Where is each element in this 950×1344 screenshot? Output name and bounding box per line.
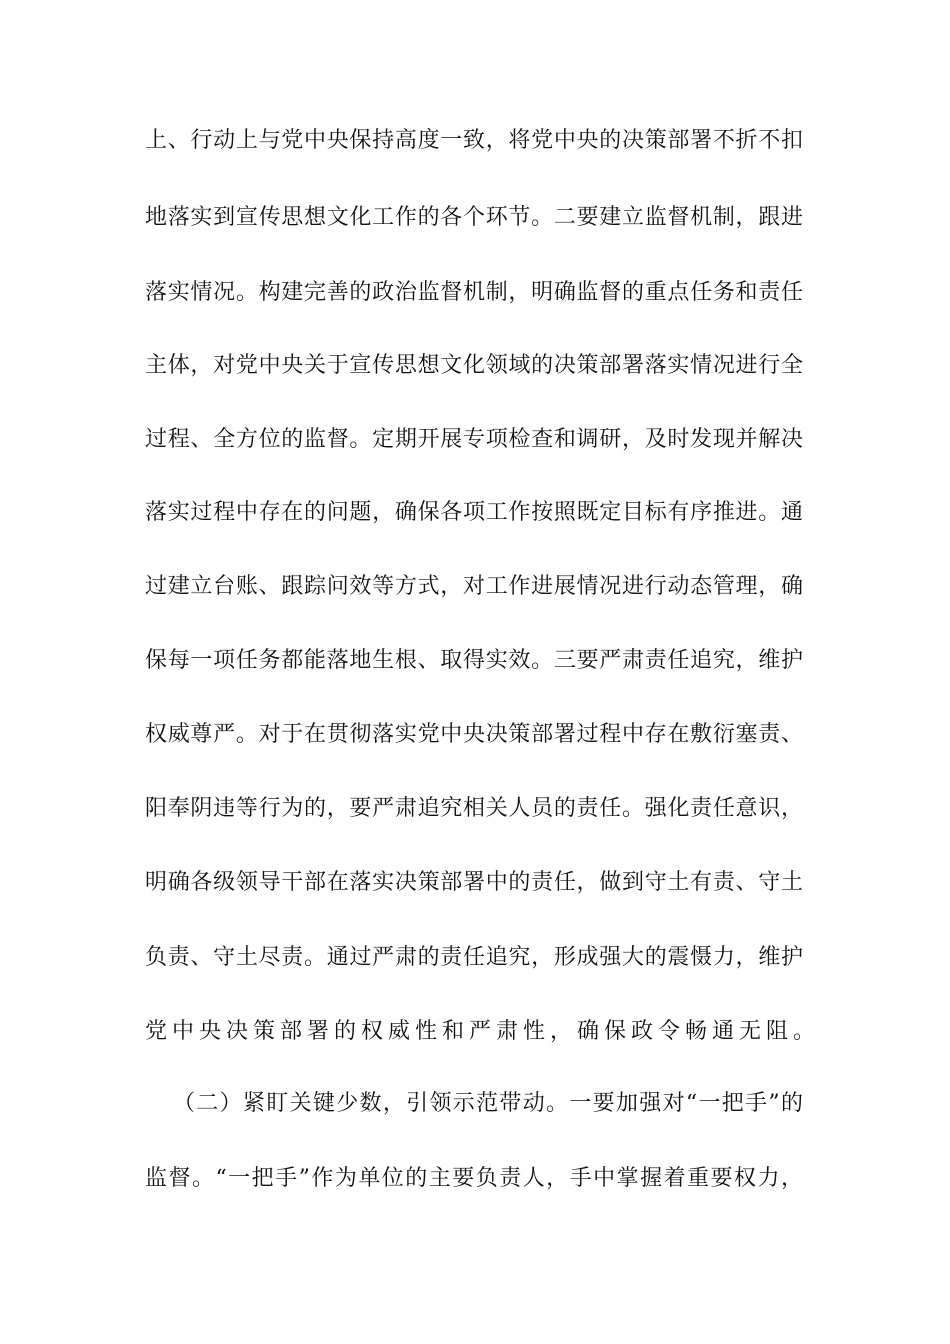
section-heading-line: （二）紧盯关键少数，引领示范带动。一要加强对“一把手”的 (173, 1091, 803, 1116)
text-line: 落实情况。构建完善的政治监督机制，明确监督的重点任务和责任 (145, 280, 803, 305)
text-line: 上、行动上与党中央保持高度一致，将党中央的决策部署不折不扣 (145, 128, 803, 153)
text-line: 主体，对党中央关于宣传思想文化领域的决策部署落实情况进行全 (145, 353, 803, 378)
text-line: 阳奉阴违等行为的，要严肃追究相关人员的责任。强化责任意识， (145, 796, 803, 821)
text-line: 过程、全方位的监督。定期开展专项检查和调研，及时发现并解决 (145, 427, 803, 452)
paragraph-last-line: 党中央决策部署的权威性和严肃性，确保政令畅通无阻。 (145, 1019, 821, 1044)
text-line: 监督。“一把手”作为单位的主要负责人，手中掌握着重要权力， (145, 1166, 803, 1191)
text-line: 明确各级领导干部在落实决策部署中的责任，做到守土有责、守土 (145, 870, 803, 895)
text-line: 保每一项任务都能落地生根、取得实效。三要严肃责任追究，维护 (145, 648, 803, 673)
text-line: 过建立台账、跟踪问效等方式，对工作进展情况进行动态管理，确 (145, 574, 803, 599)
text-line: 权威尊严。对于在贯彻落实党中央决策部署过程中存在敷衍塞责、 (145, 722, 803, 747)
text-line: 负责、守土尽责。通过严肃的责任追究，形成强大的震慑力，维护 (145, 945, 803, 970)
text-line: 地落实到宣传思想文化工作的各个环节。二要建立监督机制，跟进 (145, 205, 803, 230)
text-line: 落实过程中存在的问题，确保各项工作按照既定目标有序推进。通 (145, 500, 803, 525)
